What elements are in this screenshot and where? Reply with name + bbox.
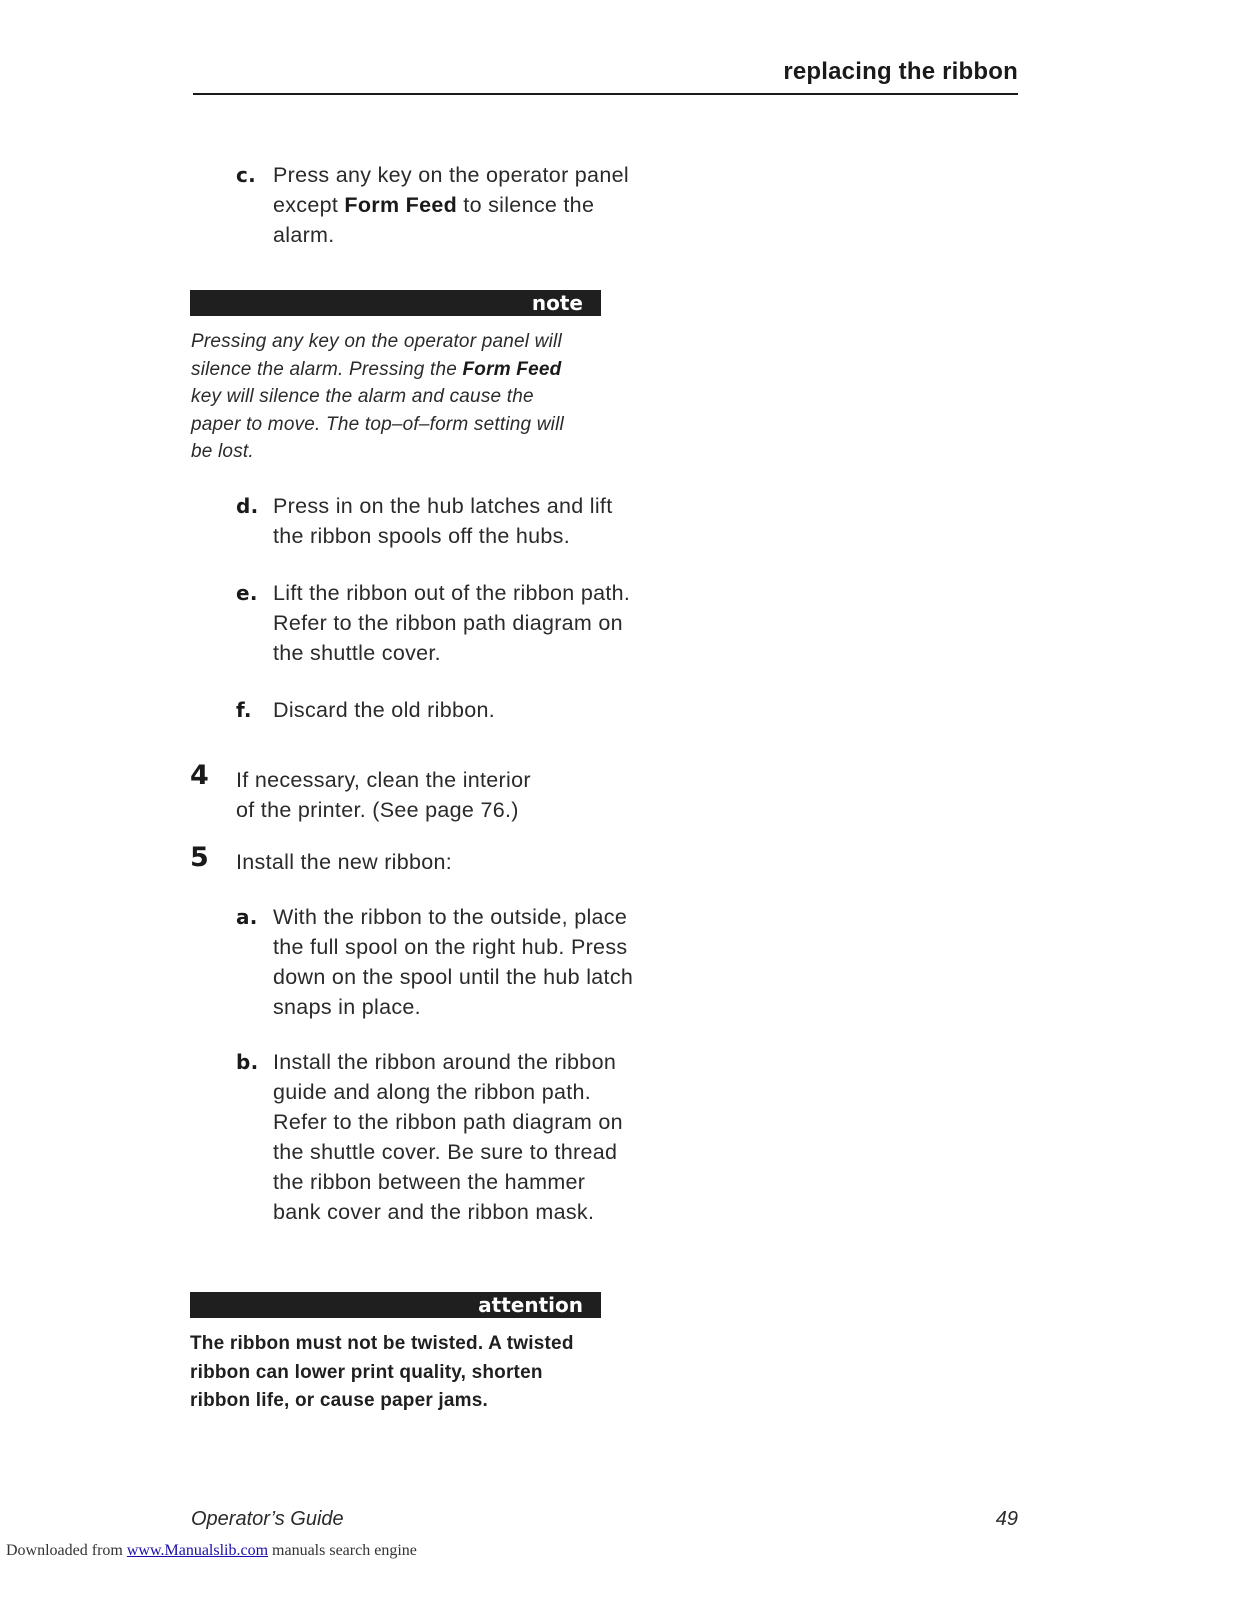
step-b-marker: b. [236,1050,259,1074]
note-line-5: be lost. [191,441,254,462]
manualslib-link[interactable]: www.Manualslib.com [126,1542,269,1559]
step-a-text [273,902,633,1022]
page-header-title: replacing the ribbon [783,58,1018,85]
step-e-line-3: the shuttle cover. [273,641,441,665]
step-a-line-2: the full spool on the right hub. Press [273,935,628,959]
step-b-line-1: Install the ribbon around the ribbon [273,1050,617,1074]
note-line-4: paper to move. The top–of–form setting will [191,413,564,435]
step-f-text [273,695,495,725]
step-d-marker: d. [236,494,259,518]
footer-page-number: 49 [995,1508,1018,1530]
step-d-text [273,491,612,551]
step-b-line-4: the shuttle cover. Be sure to thread [273,1140,618,1164]
note-text [191,328,611,466]
step-a-line-4: snaps in place. [273,995,421,1019]
step-a-line-1: With the ribbon to the outside, place [273,905,628,929]
step-e-line-1: Lift the ribbon out of the ribbon path. [273,581,631,605]
step-4-line-2: of the printer. (See page 76.) [236,798,519,822]
step-f-marker: f. [236,698,252,722]
step-e-text [273,578,630,668]
step-a-line-3: down on the spool until the hub latch [273,965,634,989]
step-5-marker: 5 [190,842,210,873]
step-b-text [273,1047,623,1227]
step-b-line-6: bank cover and the ribbon mask. [273,1200,595,1224]
footer-guide-title: Operator’s Guide [191,1508,344,1530]
step-d-line-2: the ribbon spools off the hubs. [273,524,570,548]
note-form-feed-label: Form Feed [462,358,562,380]
step-c-line-2-pre: except [273,193,345,217]
form-feed-key-label: Form Feed [344,193,458,217]
step-f-line-1: Discard the old ribbon. [273,698,496,722]
attention-line-3: ribbon life, or cause paper jams. [190,1390,489,1411]
step-e-marker: e. [236,581,258,605]
attention-text [190,1330,620,1416]
step-c-line-2 [273,190,629,220]
note-line-3: key will silence the alarm and cause the [191,386,534,407]
attention-line-2: ribbon can lower print quality, shorten [190,1361,543,1383]
attention-bar: attention [190,1292,601,1318]
attention-line-1: The ribbon must not be twisted. A twisted [190,1333,574,1354]
step-c-text [273,160,629,250]
step-5-line-1: Install the new ribbon: [236,850,453,874]
header-rule [193,93,1018,95]
step-4-marker: 4 [190,760,210,791]
step-c-marker: c. [236,163,257,187]
step-e-line-2: Refer to the ribbon path diagram on [273,611,623,635]
step-c-line-3: alarm. [273,223,335,247]
note-bar: note [190,290,601,316]
download-notice [6,1542,417,1560]
step-c-line-1: Press any key on the operator panel [273,163,629,187]
step-b-line-2: guide and along the ribbon path. [273,1080,592,1104]
download-prefix: Downloaded from [6,1542,127,1559]
step-4-line-1: If necessary, clean the interior [236,768,531,792]
step-b-line-5: the ribbon between the hammer [273,1170,586,1194]
step-5-text [236,847,452,877]
note-line-2 [191,356,611,384]
step-b-line-3: Refer to the ribbon path diagram on [273,1110,623,1134]
note-line-1: Pressing any key on the operator panel will [191,331,562,352]
step-d-line-1: Press in on the hub latches and lift [273,494,613,518]
step-a-marker: a. [236,905,258,929]
note-line-2-pre: silence the alarm. Pressing the [191,358,463,380]
step-4-text [236,765,531,825]
download-suffix: manuals search engine [268,1542,417,1559]
step-c-line-2-post: to silence the [457,193,595,217]
